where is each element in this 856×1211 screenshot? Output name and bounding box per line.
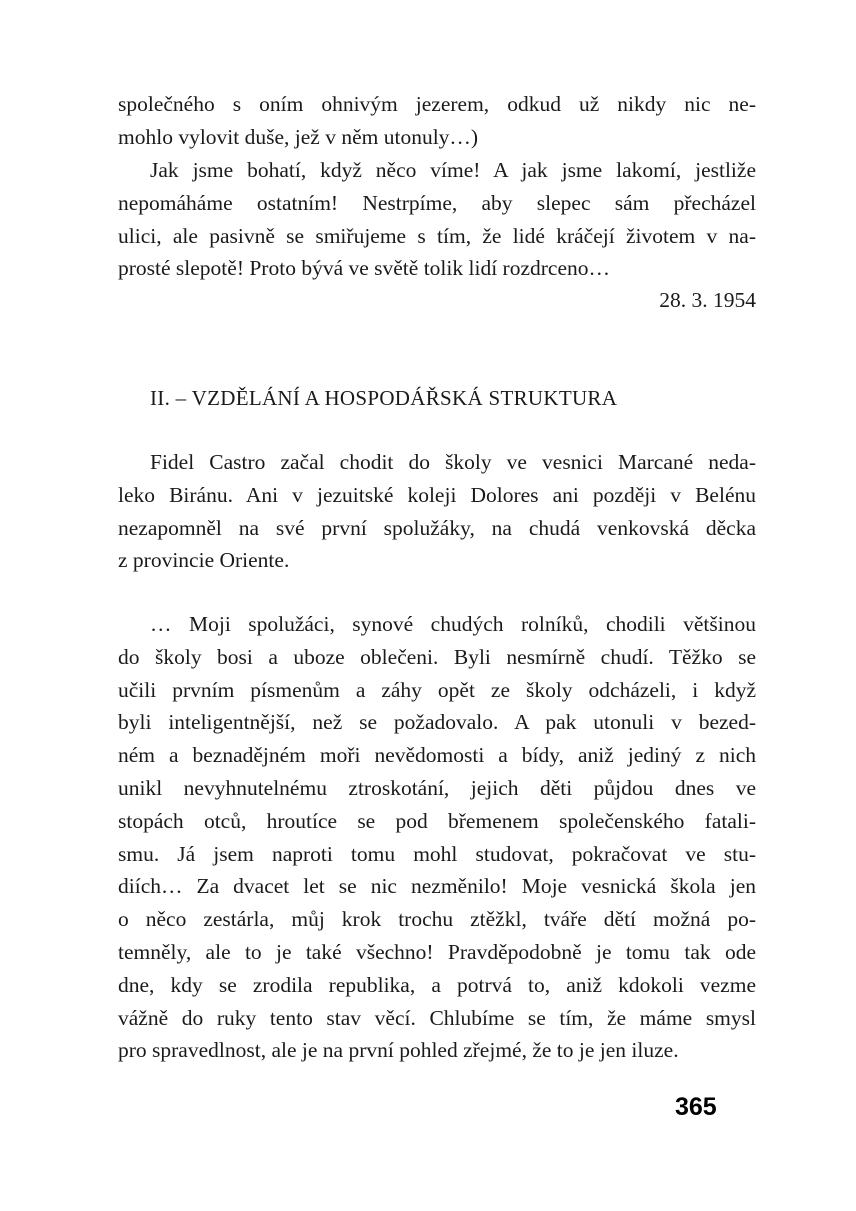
page-number: 365 [675,1093,717,1121]
paragraph-quote [118,608,756,1067]
text-line: Jak jsme bohatí, když něco víme! A jak jsme lakomí, jestliže [150,158,756,182]
text-line: leko Biránu. Ani v jezuitské koleji Dolores ani později v Belénu [118,482,756,507]
text-line: prosté slepotě! Proto bývá ve světě tolik lidí rozdrceno… [118,256,610,281]
text-line: ulici, ale pasivně se smiřujeme s tím, že lidé kráčejí životem v na- [118,223,756,248]
text-line: pro spravedlnost, ale je na první pohled zřejmé, že to je jen iluze. [118,1038,679,1063]
date: 28. 3. 1954 [659,288,756,312]
text-line: smu. Já jsem naproti tomu mohl studovat, pokračovat ve stu- [118,841,756,866]
paragraph-rich [118,154,756,285]
text-line: o něco zestárla, můj krok trochu ztěžkl, tváře dětí možná po- [118,907,756,932]
text-line: temněly, ale to je také všechno! Pravděpodobně je tomu tak ode [118,939,756,964]
section-heading: II. – VZDĚLÁNÍ A HOSPODÁŘSKÁ STRUKTURA [150,386,618,410]
text-line: unikl nevyhnutelnému ztroskotání, jejich děti půjdou dnes ve [118,775,756,800]
text-line: ném a beznadějném moři nevědomosti a bídy, aniž jediný z nich [118,743,756,768]
paragraph-fidel [118,446,756,577]
text-line: diích… Za dvacet let se nic nezměnilo! Moje vesnická škola jen [118,874,756,899]
text-line: dne, kdy se zrodila republika, a potrvá to, aniž kdokoli vezme [118,972,756,997]
paragraph-continuation [118,88,756,154]
text-line: Fidel Castro začal chodit do školy ve vesnici Marcané neda- [150,450,756,474]
text-line: vážně do ruky tento stav věcí. Chlubíme se tím, že máme smysl [118,1005,756,1030]
text-line: mohlo vylovit duše, jež v něm utonuly…) [118,124,479,149]
text-line: společného s oním ohnivým jezerem, odkud už nikdy nic ne- [118,92,756,116]
text-line: učili prvním písmenům a záhy opět ze školy odcházeli, i když [118,677,756,702]
text-line: … Moji spolužáci, synové chudých rolníků, chodili většinou [150,612,756,636]
text-line: stopách otců, hroutíce se pod břemenem společenského fatali- [118,808,756,833]
text-line: nezapomněl na své první spolužáky, na chudá venkovská děcka [118,515,756,540]
text-line: byli inteligentnější, než se požadovalo. A pak utonuli v bezed- [118,710,756,735]
text-line: z provincie Oriente. [118,548,290,573]
text-line: do školy bosi a uboze oblečeni. Byli nesmírně chudí. Těžko se [118,644,756,669]
text-line: nepomáháme ostatním! Nestrpíme, aby slepec sám přecházel [118,190,756,215]
